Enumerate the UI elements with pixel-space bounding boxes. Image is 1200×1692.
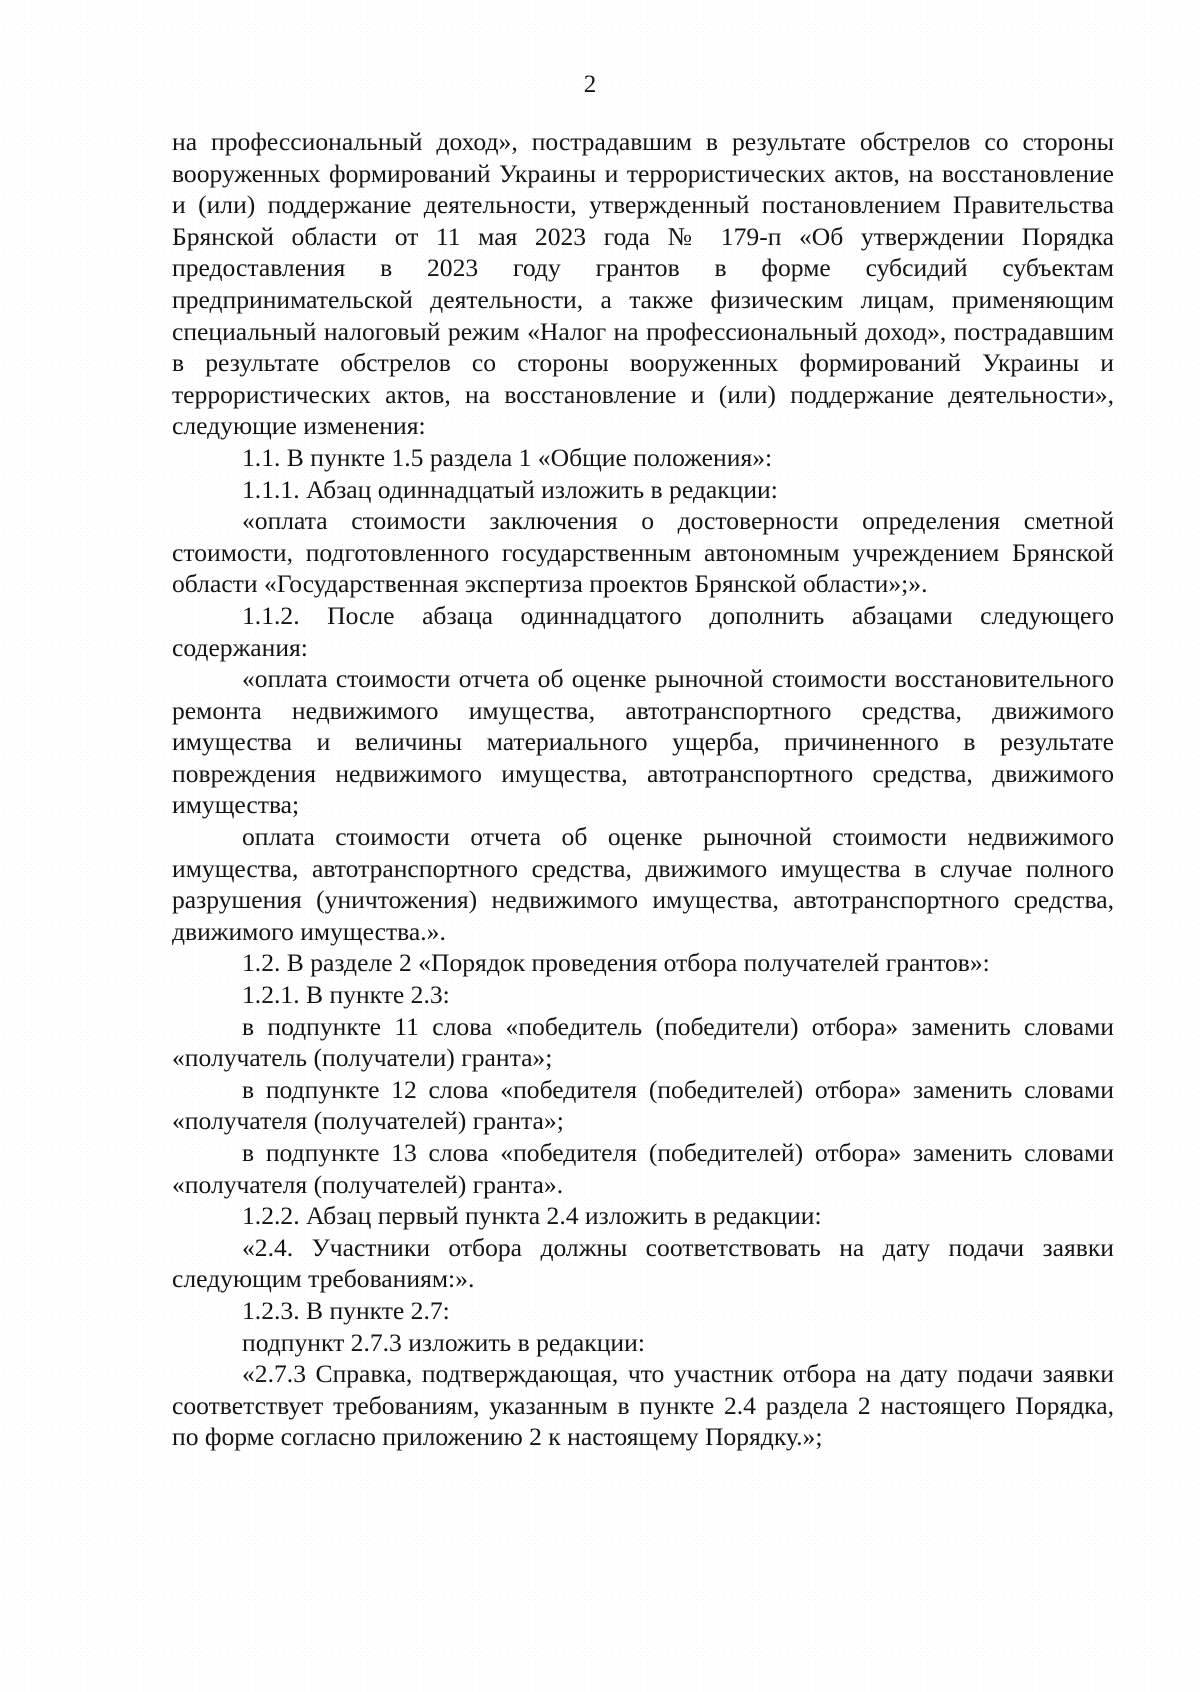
paragraph: «2.7.3 Справка, подтверждающая, что участник отбора на дату подачи заявки соответствует требованиям, указанным в пункте 2.4 раздела 2 настоящего Порядка, по форме согласно приложению 2 к настоящему Порядку.»; [172, 1359, 1114, 1452]
document-body [172, 126, 1114, 1453]
paragraph: 1.1.2. После абзаца одиннадцатого дополнить абзацами следующего содержания: [172, 600, 1114, 662]
paragraph: в подпункте 12 слова «победителя (победителей) отбора» заменить словами «получателя (получателей) гранта»; [172, 1074, 1114, 1136]
paragraph: 1.1.1. Абзац одиннадцатый изложить в редакции: [242, 474, 778, 504]
paragraph: на профессиональный доход», пострадавшим в результате обстрелов со стороны вооруженных формирований Украины и террористических актов, на восстановление и (или) поддержание деятельности, утвержденный постановлением Правительства Брянской области от 11 мая 2023 года № 179-п «Об утверждении Порядка предоставления в 2023 году грантов в форме субсидий субъектам предпринимательской деятельности, а также физическим лицам, применяющим специальный налоговый режим «Налог на профессиональный доход», пострадавшим в результате обстрелов со стороны вооруженных формирований Украины и террористических актов, на восстановление и (или) поддержание деятельности», следующие изменения: [172, 127, 1114, 441]
paragraph: «оплата стоимости заключения о достоверности определения сметной стоимости, подготовленного государственным автономным учреждением Брянской области «Государственная экспертиза проектов Брянской области»;». [172, 506, 1114, 599]
paragraph: «оплата стоимости отчета об оценке рыночной стоимости восстановительного ремонта недвижимого имущества, автотранспортного средства, движимого имущества и величины материального ущерба, причиненного в результате повреждения недвижимого имущества, автотранспортного средства, движимого имущества; [172, 664, 1114, 820]
paragraph: в подпункте 13 слова «победителя (победителей) отбора» заменить словами «получателя (получателей) гранта». [172, 1138, 1114, 1199]
paragraph: в подпункте 11 слова «победитель (победители) отбора» заменить словами «получатель (получатели) гранта»; [172, 1011, 1114, 1073]
page-number: 2 [583, 71, 597, 98]
paragraph: «2.4. Участники отбора должны соответствовать на дату подачи заявки следующим требованиям:». [172, 1232, 1114, 1294]
paragraph: 1.2. В разделе 2 «Порядок проведения отбора получателей грантов»: [242, 948, 990, 978]
paragraph: оплата стоимости отчета об оценке рыночной стоимости недвижимого имущества, автотранспортного средства, движимого имущества в случае полного разрушения (уничтожения) недвижимого имущества, автотранспортного средства, движимого имущества.». [172, 822, 1114, 946]
paragraph: подпункт 2.7.3 изложить в редакции: [242, 1327, 645, 1357]
paragraph: 1.2.2. Абзац первый пункта 2.4 изложить в редакции: [242, 1201, 822, 1231]
paragraph: 1.1. В пункте 1.5 раздела 1 «Общие положения»: [242, 442, 773, 472]
paragraph: 1.2.1. В пункте 2.3: [242, 980, 450, 1010]
paragraph: 1.2.3. В пункте 2.7: [242, 1295, 450, 1325]
